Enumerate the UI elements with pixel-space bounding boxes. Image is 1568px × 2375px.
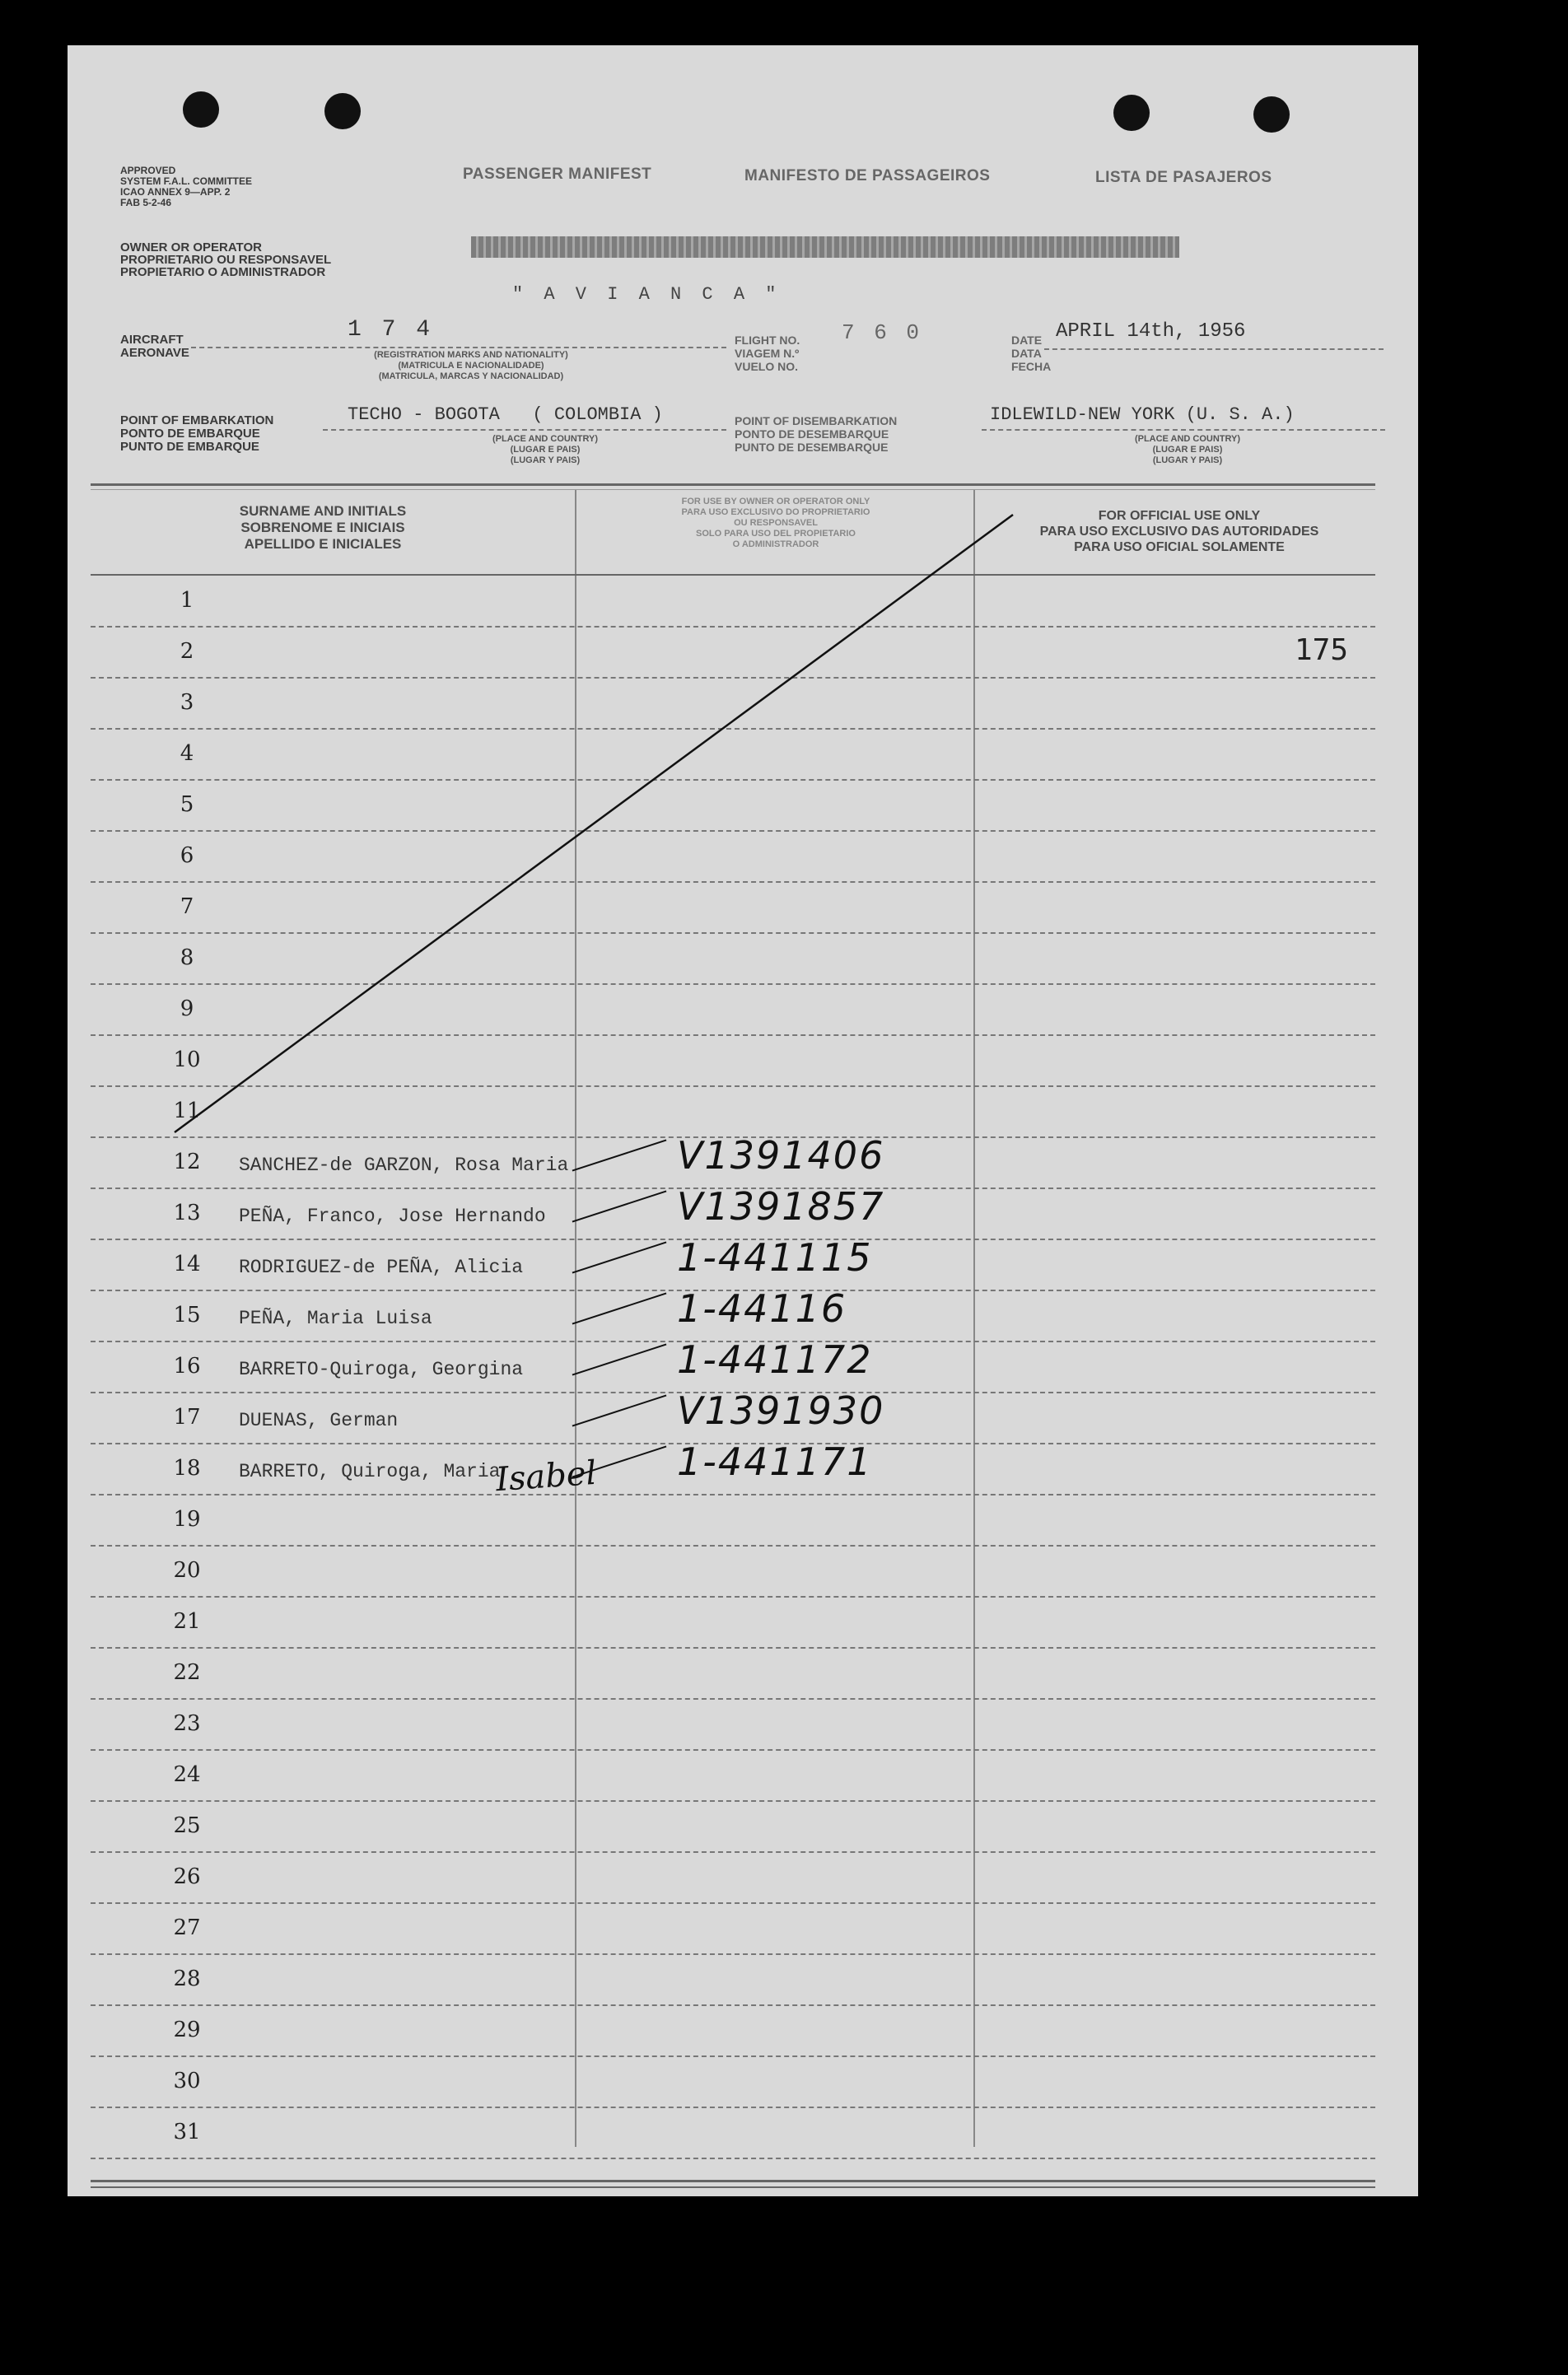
embark-caption-2: (LUGAR E PAIS)	[510, 445, 581, 455]
row-number: 19	[173, 1507, 201, 1532]
disembark-label-es: PUNTO DE DESEMBARQUE	[735, 441, 889, 454]
table-bottom-rule-2	[91, 2186, 1375, 2188]
row-number: 27	[173, 1915, 201, 1940]
owner-label-line-3: PROPIETARIO O ADMINISTRADOR	[120, 265, 326, 279]
aircraft-label-en: AIRCRAFT	[120, 333, 184, 347]
approved-line-2: SYSTEM F.A.L. COMMITTEE	[120, 175, 253, 187]
row-number: 11	[173, 1099, 201, 1123]
surname-header-es: APELLIDO E INICIALES	[244, 536, 402, 552]
aircraft-value: 1 7 4	[348, 317, 434, 343]
disembark-caption-1: (PLACE AND COUNTRY)	[1134, 434, 1241, 444]
row-number: 3	[180, 690, 194, 715]
row-number: 1	[180, 588, 194, 613]
embark-label-es: PUNTO DE EMBARQUE	[120, 440, 259, 454]
date-label-pt: DATA	[1011, 347, 1042, 360]
embark-label-pt: PONTO DE EMBARQUE	[120, 427, 260, 441]
passenger-name: BARRETO-Quiroga, Georgina	[239, 1359, 524, 1380]
page-number: 175	[1295, 633, 1349, 667]
row-number: 5	[180, 792, 194, 817]
owner-label-line-2: PROPRIETARIO OU RESPONSAVEL	[120, 253, 332, 267]
passenger-name: DUENAS, German	[239, 1410, 399, 1431]
aircraft-label-pt: AERONAVE	[120, 346, 189, 360]
row-number: 10	[173, 1048, 201, 1072]
owner-label-line-1: OWNER OR OPERATOR	[120, 240, 262, 254]
handwritten-document-number: 1-441115	[677, 1235, 873, 1280]
embark-caption-1: (PLACE AND COUNTRY)	[492, 434, 599, 444]
row-number: 4	[180, 741, 194, 766]
row-number: 15	[173, 1303, 201, 1327]
row-number: 23	[173, 1711, 201, 1736]
approved-line-1: APPROVED	[120, 165, 176, 176]
handwritten-document-number: V1391406	[677, 1133, 885, 1178]
date-label-en: DATE	[1011, 334, 1043, 347]
handwritten-document-number: V1391930	[677, 1388, 885, 1433]
disembark-caption-3: (LUGAR Y PAIS)	[1152, 455, 1223, 465]
date-label-es: FECHA	[1011, 360, 1052, 373]
title-passenger-manifest: PASSENGER MANIFEST	[463, 166, 652, 183]
owner-use-header-2: PARA USO EXCLUSIVO DO PROPRIETARIO	[681, 507, 870, 517]
registration-caption-1: (REGISTRATION MARKS AND NATIONALITY)	[374, 350, 568, 360]
title-manifesto: MANIFESTO DE PASSAGEIROS	[744, 167, 991, 184]
approved-line-4: FAB 5-2-46	[120, 197, 172, 208]
flight-label-pt: VIAGEM N.º	[735, 347, 800, 360]
row-number: 28	[173, 1967, 201, 1991]
handwritten-document-number: 1-441171	[677, 1439, 873, 1484]
operator-name: " A V I A N C A "	[512, 284, 782, 305]
row-number: 14	[173, 1252, 201, 1276]
flight-label-es: VUELO NO.	[735, 360, 799, 373]
disembark-label-en: POINT OF DISEMBARKATION	[735, 414, 898, 427]
row-number: 29	[173, 2018, 201, 2042]
owner-use-header-1: FOR USE BY OWNER OR OPERATOR ONLY	[681, 497, 870, 506]
row-number: 8	[180, 945, 194, 970]
surname-header-en: SURNAME AND INITIALS	[239, 503, 407, 519]
passenger-name: PEÑA, Franco, Jose Hernando	[239, 1206, 546, 1227]
row-number: 30	[173, 2069, 201, 2093]
embark-value: TECHO - BOGOTA ( COLOMBIA )	[348, 404, 663, 425]
signature-scribble: Isabel	[494, 1453, 598, 1500]
flight-label-en: FLIGHT NO.	[735, 334, 800, 347]
registration-caption-3: (MATRICULA, MARCAS Y NACIONALIDAD)	[378, 371, 564, 381]
void-diagonal-line	[68, 45, 1418, 2196]
passenger-name: PEÑA, Maria Luisa	[239, 1308, 432, 1329]
passenger-name: RODRIGUEZ-de PEÑA, Alicia	[239, 1257, 524, 1278]
official-use-header-2: PARA USO EXCLUSIVO DAS AUTORIDADES	[1039, 525, 1319, 539]
handwritten-document-number: 1-44116	[677, 1286, 847, 1331]
owner-use-header-3: OU RESPONSAVEL	[734, 518, 818, 528]
handwritten-document-number: 1-441172	[677, 1337, 873, 1382]
row-number: 26	[173, 1864, 201, 1889]
approved-line-3: ICAO ANNEX 9—APP. 2	[120, 186, 231, 198]
row-number: 12	[173, 1150, 201, 1174]
embark-caption-3: (LUGAR Y PAIS)	[510, 455, 581, 465]
date-value: APRIL 14th, 1956	[1056, 320, 1246, 343]
row-number: 18	[173, 1456, 201, 1481]
passenger-name: SANCHEZ-de GARZON, Rosa Maria	[239, 1155, 569, 1176]
handwritten-document-number: V1391857	[677, 1184, 885, 1229]
disembark-label-pt: PONTO DE DESEMBARQUE	[735, 427, 889, 441]
row-number: 13	[173, 1201, 201, 1225]
row-number: 21	[173, 1609, 201, 1634]
table-bottom-rule	[91, 2180, 1375, 2182]
row-number: 25	[173, 1813, 201, 1838]
row-number: 16	[173, 1354, 201, 1379]
row-number: 9	[180, 996, 194, 1021]
row-number: 17	[173, 1405, 201, 1430]
row-number: 2	[180, 639, 194, 664]
passenger-name: BARRETO, Quiroga, Maria	[239, 1461, 501, 1482]
official-use-header-1: FOR OFFICIAL USE ONLY	[1098, 509, 1261, 523]
flight-value: 7 6 0	[842, 320, 923, 345]
embark-label-en: POINT OF EMBARKATION	[120, 413, 274, 427]
row-number: 24	[173, 1762, 201, 1787]
row-number: 20	[173, 1558, 201, 1583]
manifest-sheet	[68, 45, 1418, 2196]
row-number: 31	[173, 2120, 201, 2144]
row-number: 6	[180, 843, 194, 868]
row-number: 22	[173, 1660, 201, 1685]
surname-header-pt: SOBRENOME E INICIAIS	[240, 520, 405, 535]
disembark-value: IDLEWILD-NEW YORK (U. S. A.)	[990, 404, 1295, 425]
row-number: 7	[180, 894, 194, 919]
owner-use-header-4: SOLO PARA USO DEL PROPIETARIO	[696, 529, 856, 539]
title-lista: LISTA DE PASAJEROS	[1095, 169, 1272, 186]
official-use-header-3: PARA USO OFICIAL SOLAMENTE	[1074, 540, 1285, 554]
disembark-caption-2: (LUGAR E PAIS)	[1152, 445, 1223, 455]
owner-use-header-5: O ADMINISTRADOR	[732, 539, 819, 549]
registration-caption-2: (MATRICULA E NACIONALIDADE)	[398, 361, 544, 371]
